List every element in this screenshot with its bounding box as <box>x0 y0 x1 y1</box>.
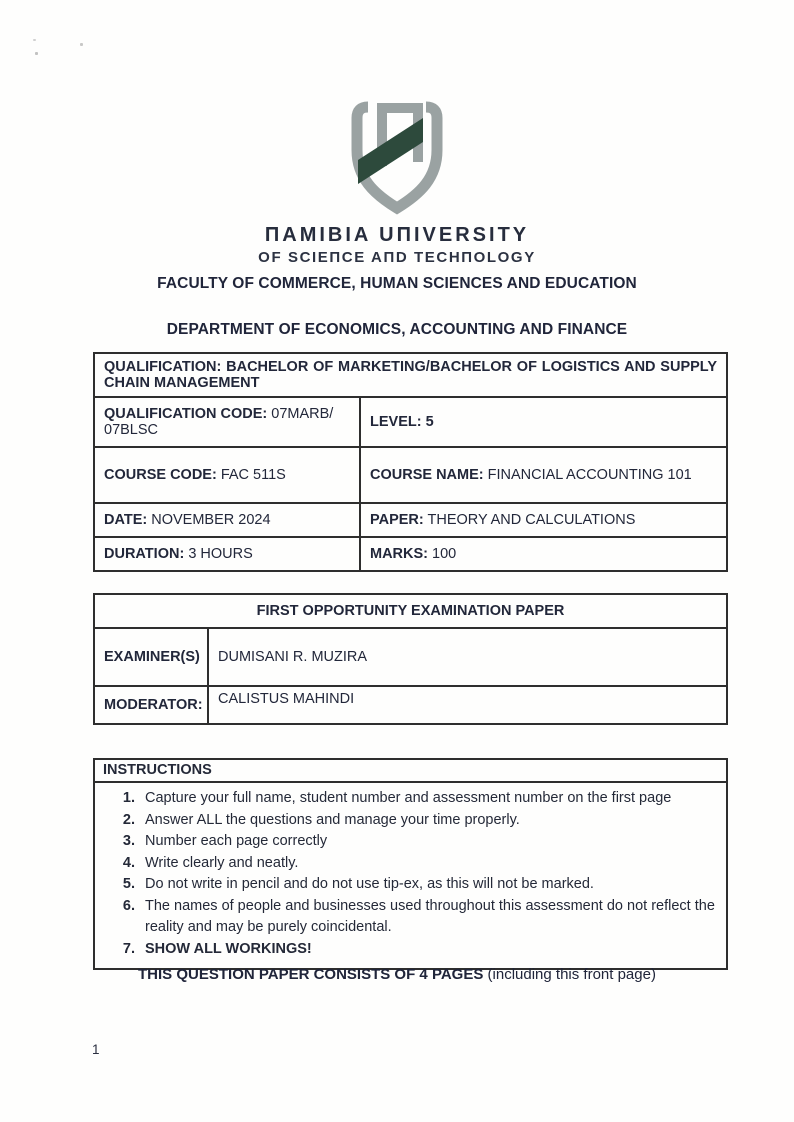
level-value: 5 <box>425 414 434 430</box>
date-cell <box>94 503 360 537</box>
moderator-label: MODERATOR: <box>94 686 208 724</box>
scan-speck <box>35 52 38 55</box>
university-name: ПAMIBIA UПIVERSITY <box>264 224 530 246</box>
instructions-box <box>93 758 728 970</box>
duration-cell <box>94 537 360 571</box>
table-row <box>94 594 727 628</box>
scan-speck <box>33 39 36 41</box>
qualification-code-label: QUALIFICATION CODE: <box>104 406 268 422</box>
instructions-list <box>95 783 726 968</box>
course-info-table <box>93 352 728 572</box>
moderator-value: CALISTUS MAHINDI <box>208 686 727 724</box>
marks-label: MARKS: <box>370 546 428 562</box>
instruction-item: 3. Number each page correctly <box>122 833 328 849</box>
qualification-code-cell <box>94 397 360 447</box>
instructions-title: INSTRUCTIONS <box>95 760 726 783</box>
instruction-item: 7. SHOW ALL WORKINGS! <box>122 940 312 957</box>
date-value: NOVEMBER 2024 <box>151 512 271 528</box>
university-name-subline: OF SCIEПCE AПD TECHПOLOGY <box>258 249 536 266</box>
paper-value: THEORY AND CALCULATIONS <box>427 512 636 528</box>
level-label: LEVEL: <box>370 414 422 430</box>
faculty-heading: FACULTY OF COMMERCE, HUMAN SCIENCES AND EDUCATION <box>157 275 637 292</box>
department-heading: DEPARTMENT OF ECONOMICS, ACCOUNTING AND FINANCE <box>166 321 628 338</box>
instruction-item: 6. The names of people and businesses used throughout this assessment do not reflect the reality and may be purely coincidental. <box>122 897 715 935</box>
table-row <box>94 628 727 686</box>
instruction-item: 5. Do not write in pencil and do not use tip-ex, as this will not be marked. <box>122 876 594 892</box>
university-logo-block <box>0 96 794 266</box>
duration-value: 3 HOURS <box>188 546 253 562</box>
page-count-note <box>0 966 794 983</box>
marks-cell <box>360 537 727 571</box>
paper-label: PAPER: <box>370 512 424 528</box>
course-code-value: FAC 511S <box>220 467 286 483</box>
course-name-cell <box>360 447 727 503</box>
exam-paper-title: FIRST OPPORTUNITY EXAMINATION PAPER <box>94 594 727 628</box>
paper-cell <box>360 503 727 537</box>
qualification-value: BACHELOR OF MARKETING/BACHELOR OF LOGISTICS AND SUPPLY CHAIN MANAGEMENT <box>104 359 717 391</box>
exam-paper-table <box>93 593 728 725</box>
level-cell <box>360 397 727 447</box>
instruction-item: 4. Write clearly and neatly. <box>122 854 299 871</box>
table-row <box>94 503 727 537</box>
table-row <box>94 686 727 724</box>
qualification-code-value: 07MARB/ 07BLSC <box>104 406 334 438</box>
nust-shield-logo-icon <box>344 96 450 218</box>
course-name-value: FINANCIAL ACCOUNTING 101 <box>487 467 692 483</box>
qualification-label: QUALIFICATION: <box>104 359 222 375</box>
table-row <box>94 353 727 397</box>
date-label: DATE: <box>104 512 148 528</box>
table-row <box>94 447 727 503</box>
page-number: 1 <box>92 1042 100 1057</box>
page-count-bold: THIS QUESTION PAPER CONSISTS OF 4 PAGES <box>138 966 484 983</box>
course-code-label: COURSE CODE: <box>104 467 217 483</box>
course-name-label: COURSE NAME: <box>370 467 484 483</box>
duration-label: DURATION: <box>104 546 185 562</box>
marks-value: 100 <box>432 546 457 562</box>
scan-speck <box>80 43 83 46</box>
qualification-cell <box>94 353 727 397</box>
page-count-regular: (including this front page) <box>487 966 656 983</box>
examiner-label: EXAMINER(S) <box>94 628 208 686</box>
instruction-item: 1. Capture your full name, student number and assessment number on the first page <box>122 790 672 806</box>
instruction-item: 2. Answer ALL the questions and manage your time properly. <box>122 811 520 828</box>
table-row <box>94 537 727 571</box>
examiner-value: DUMISANI R. MUZIRA <box>208 628 727 686</box>
table-row <box>94 397 727 447</box>
course-code-cell <box>94 447 360 503</box>
